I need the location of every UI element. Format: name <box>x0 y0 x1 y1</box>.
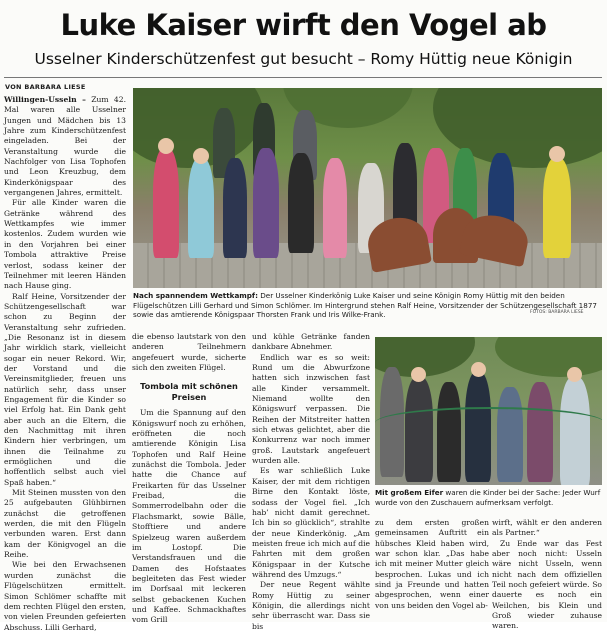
child-figure <box>253 148 279 258</box>
child-head <box>549 146 565 162</box>
paragraph: Willingen-Usseln – Zum 42. Mal waren alle Usselner Jungen und Mädchen bis 13 Jahre zum Kinderschützenfest eingeladen. Bei der Veranstaltung wurde die Nachfolger von Lisa Tophofen und Leon Kreuzbug, dem Kinderkönigspaar des vergangenen Jahres, ermittelt. <box>4 95 126 198</box>
paragraph: Zu Ende war das Fest aber noch nicht: Usseln wäre nicht Usseln, wenn nicht nach dem offiziellen Teil noch gefeiert würde. So dauerte es noch ein Weilchen, bis Klein und Groß wieder zuhause waren. <box>492 538 602 631</box>
divider <box>4 77 602 78</box>
tree-shape <box>495 337 602 377</box>
child-head <box>471 362 486 377</box>
headline: Luke Kaiser wirft den Vogel ab <box>60 8 547 42</box>
article-column-2 <box>132 332 246 626</box>
paragraph: und kühle Getränke fanden dankbare Abnehmer. <box>252 332 370 352</box>
paragraph: wirft, wählt er den anderen als Partner.“ <box>492 518 602 538</box>
article-column-5 <box>492 518 602 632</box>
paragraph: Ralf Heine, Vorsitzender der Schützengesellschaft war schon zu Beginn der Veranstaltung sehr zufrieden. „Die Resonanz ist in diesem Jahr wirklich stark, vielleicht sogar ein neuer Rekord. Wir, der Vorstand und die Vereinsmitglieder, freuen uns natürlich sehr, dass unser Engagement für die Kinder so viel Erfolg hat. Ein Dank geht aber auch an die Eltern, die den Nachmittag mit ihren Kindern hier verbringen, um ihnen die Teilnahme zu ermöglichen und die hoffentlich selbst auch viel Spaß haben.“ <box>4 291 126 487</box>
child-figure <box>188 158 214 258</box>
child-head <box>567 367 582 382</box>
child-figure <box>288 153 314 253</box>
child-figure <box>543 158 571 258</box>
article-column-3 <box>252 332 370 632</box>
section-subtitle: Tombola mit schönen Preisen <box>140 381 238 402</box>
photo-caption: Mit großem Eifer waren die Kinder bei der Sache: Jeder Wurf wurde von den Zuschauern aufmerksam verfolgt. <box>375 488 601 507</box>
photo-caption: Nach spannendem Wettkampf: Der Usselner Kinderkönig Luke Kaiser und seine Königin Romy Hüttig mit den beiden Flügelschützen Lilli Gerhard und Simon Schlömer. Im Hintergrund stehen Ralf Heine, Vorsitzender der Schützengesellschaft 1877 sowie das amtierende Königspaar Thorsten Frank und Iris Wilke-Frank. <box>133 291 597 319</box>
paragraph: die ebenso lautstark von den anderen Teilnehmern angefeuert wurde, sicherte sich den zweiten Flügel. <box>132 332 246 373</box>
child-head <box>411 367 426 382</box>
paragraph: zu dem ersten großen gemeinsamen Auftritt ein hübsches Kleid haben wird, war schon klar. „Das habe ich mit meiner Mutter gleich besprochen. Lukas und ich sind ja Freunde und hatten abgesprochen, wenn einer von uns beiden den Vogel ab- <box>375 518 489 610</box>
child-figure <box>323 158 347 258</box>
barrier-rope <box>375 407 602 439</box>
paragraph: Um die Spannung auf den Königswurf noch zu erhöhen, eröffneten die noch amtierende Königin Lisa Tophofen und Ralf Heine zunächst die Tombola. Jeder hatte die Chance auf Freikarten für das Usselner Freibad, die Sommerrodelbahn oder die Flachsmarkt, sowie Bälle, Stofftiere und andere Spielzeug waren außerdem im Lostopf. Die Verstandsfrauen und die Damen des Hofstaates begleiteten das Fest wieder im Dorfsaal mit leckeren selbst gebackenen Kuchen und Kaffee. Schmackhaftes vom Grill <box>132 408 246 625</box>
byline: VON BARBARA LIESE <box>5 83 86 91</box>
paragraph: Wie bei den Erwachsenen wurden zunächst die Flügelschützen ermittelt. Simon Schlömer schaffte mit dem rechten Flügel den ersten, von vielen Freunden gefeierten Abschuss. Lilli Gerhard, <box>4 560 126 632</box>
dateline: Willingen-Usseln – <box>4 95 86 104</box>
child-head <box>193 148 209 164</box>
group-photo <box>133 88 602 288</box>
article-column-4 <box>375 518 489 611</box>
child-head <box>158 138 174 154</box>
paragraph: Für alle Kinder waren die Getränke während des Wettkampfes wie immer kostenlos. Zudem wurden wie in den Vorjahren bei einer Tombola attraktive Preise verlost, sodass keiner der Teilnehmer mit leeren Händen nach Hause ging. <box>4 198 126 291</box>
paragraph: Endlich war es so weit: Rund um die Abwurfzone hatten sich inzwischen fast alle Kinder versammelt. Niemand wollte den Königswurf verpassen. Die Reihen der Mitstreiter hatten sich etwas gelichtet, aber die Konkurrenz war noch immer groß. Lautstark angefeuert wurden alle. <box>252 352 370 466</box>
child-figure <box>223 158 247 258</box>
paragraph: Der neue Regent wählte Romy Hüttig zu seiner Königin, die allerdings nicht sehr überrascht war. Dass sie bis <box>252 580 370 631</box>
crowd-photo <box>375 337 602 485</box>
article-column-1 <box>4 95 126 633</box>
paragraph: Es war schließlich Luke Kaiser, der mit dem richtigen Birne den Kontakt löste, sodass der Vogel fiel. „Ich hab’ nicht damit gerechnet. Ich bin so glücklich“, strahlte der neue Kinderkönig. „Am meisten freue ich mich auf die Fahrten mit dem großen Königspaar in der Kutsche während des Umzugs.“ <box>252 466 370 579</box>
photo-credit: FOTOS: BARBARA LIESE <box>530 310 584 315</box>
paragraph: Mit Steinen mussten von den 25 aufgebauten Glühbirnen zunächst die getroffenen werden, die mit den Flügeln verbunden waren. Erst dann kam der Königvogel an die Reihe. <box>4 488 126 560</box>
subheadline: Usselner Kinderschützenfest gut besucht – Romy Hüttig neue Königin <box>34 50 573 68</box>
child-figure <box>153 148 179 258</box>
